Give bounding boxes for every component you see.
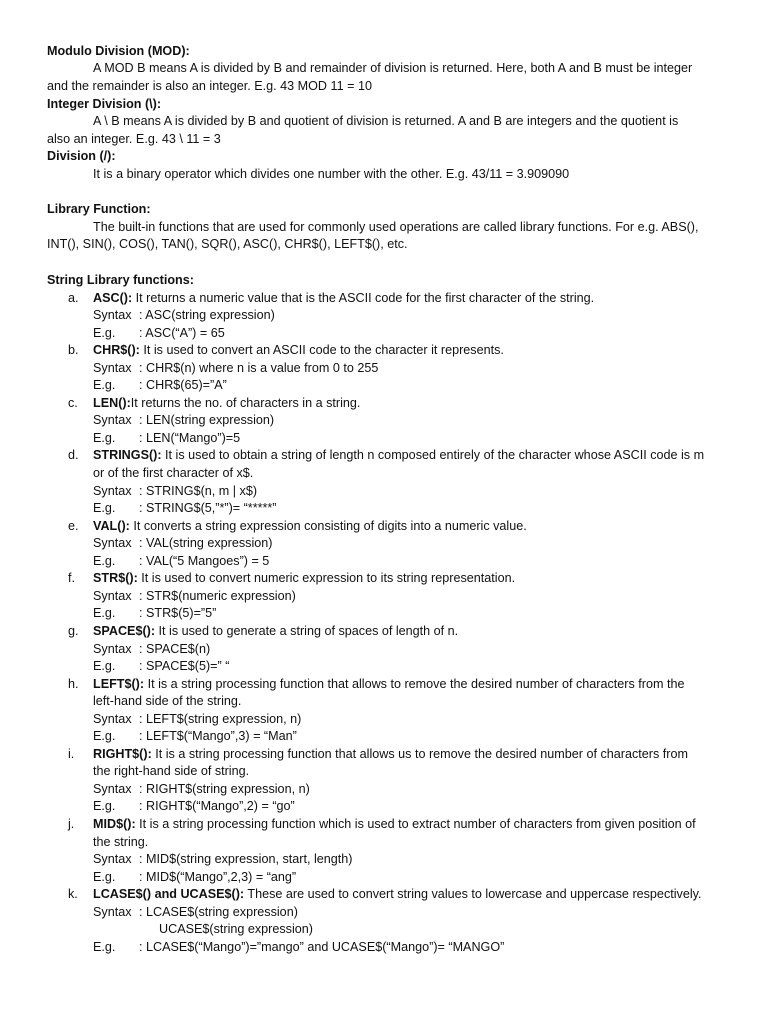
function-desc-text: It is a string processing function which is used to extract number of characters from given position of bbox=[135, 817, 696, 831]
example-line bbox=[93, 605, 216, 623]
example-value: : ASC(“A”) = 65 bbox=[139, 325, 225, 340]
syntax-line bbox=[93, 711, 301, 729]
function-description bbox=[93, 676, 684, 694]
syntax-value: : LEN(string expression) bbox=[139, 413, 275, 428]
example-line bbox=[93, 377, 227, 395]
list-marker: j. bbox=[68, 817, 75, 831]
example-line bbox=[93, 939, 504, 957]
syntax-label: Syntax bbox=[93, 852, 132, 867]
syntax-label: Syntax bbox=[93, 588, 132, 603]
example-line bbox=[93, 430, 240, 448]
syntax-value: : VAL(string expression) bbox=[139, 536, 273, 551]
example-label: E.g. bbox=[93, 606, 116, 621]
syntax-value: : STRING$(n, m | x$) bbox=[139, 483, 258, 498]
syntax-label: Syntax bbox=[93, 360, 132, 375]
function-name: STRINGS(): bbox=[93, 448, 162, 463]
syntax-label: Syntax bbox=[93, 413, 132, 428]
syntax-label: Syntax bbox=[93, 904, 132, 919]
syntax-label: Syntax bbox=[93, 781, 132, 796]
syntax-line bbox=[93, 781, 310, 799]
intdiv-heading: Integer Division (\): bbox=[47, 97, 162, 111]
example-line bbox=[93, 728, 297, 746]
example-value: : SPACE$(5)=” “ bbox=[139, 659, 230, 674]
mod-heading: Modulo Division (MOD): bbox=[47, 44, 190, 58]
syntax-label: Syntax bbox=[93, 641, 132, 656]
syntax-label: Syntax bbox=[93, 483, 132, 498]
function-description bbox=[93, 816, 696, 834]
example-value: : MID$(“Mango”,2,3) = “ang” bbox=[139, 869, 297, 884]
example-line bbox=[93, 325, 225, 343]
syntax-line bbox=[93, 535, 272, 553]
example-value: : LEN(“Mango”)=5 bbox=[139, 430, 241, 445]
syntax-label: Syntax bbox=[93, 711, 132, 726]
example-label: E.g. bbox=[93, 939, 116, 954]
example-line bbox=[93, 798, 295, 816]
example-value: : LCASE$(“Mango”)=”mango” and UCASE$(“Mango”)= “MANGO” bbox=[139, 939, 505, 954]
function-name: RIGHT$(): bbox=[93, 746, 152, 761]
syntax-line bbox=[93, 904, 298, 922]
syntax-line bbox=[93, 307, 275, 325]
example-label: E.g. bbox=[93, 729, 116, 744]
syntax-label: Syntax bbox=[93, 536, 132, 551]
example-label: E.g. bbox=[93, 553, 116, 568]
syntax-value: : SPACE$(n) bbox=[139, 641, 211, 656]
example-line bbox=[93, 553, 269, 571]
example-line bbox=[93, 500, 277, 518]
example-value: : STRING$(5,”*”)= “*****” bbox=[139, 501, 277, 516]
function-description bbox=[93, 518, 527, 536]
function-name: MID$(): bbox=[93, 817, 136, 831]
syntax-value: : ASC(string expression) bbox=[139, 308, 275, 323]
function-desc-text: It is used to convert an ASCII code to the character it represents. bbox=[139, 343, 504, 358]
function-name: CHR$(): bbox=[93, 343, 140, 358]
function-name: VAL(): bbox=[93, 518, 130, 533]
syntax-line bbox=[93, 641, 210, 659]
function-description bbox=[93, 746, 688, 764]
list-marker: g. bbox=[68, 623, 79, 638]
syntax-value: : CHR$(n) where n is a value from 0 to 255 bbox=[139, 360, 379, 375]
syntax-line-cont: UCASE$(string expression) bbox=[159, 922, 313, 937]
function-desc-text: It converts a string expression consisting of digits into a numeric value. bbox=[129, 518, 527, 533]
function-description-cont: the right-hand side of string. bbox=[93, 764, 250, 779]
example-value: : CHR$(65)=”A” bbox=[139, 378, 227, 393]
library-text-1: The built-in functions that are used for commonly used operations are called library functions. For e.g. ABS(), bbox=[93, 220, 699, 234]
division-heading: Division (/): bbox=[47, 149, 116, 163]
mod-text-2: and the remainder is also an integer. E.g. 43 MOD 11 = 10 bbox=[47, 79, 372, 93]
function-name: LEFT$(): bbox=[93, 676, 145, 691]
function-name: STR$(): bbox=[93, 571, 138, 586]
list-marker: i. bbox=[68, 746, 75, 761]
intdiv-text-2: also an integer. E.g. 43 \ 11 = 3 bbox=[47, 132, 221, 146]
example-line bbox=[93, 658, 229, 676]
function-name: ASC(): bbox=[93, 290, 133, 305]
function-description bbox=[93, 623, 458, 641]
function-description bbox=[93, 447, 704, 465]
string-functions-heading: String Library functions: bbox=[47, 273, 194, 287]
list-marker: f. bbox=[68, 571, 75, 586]
example-value: : RIGHT$(“Mango”,2) = “go” bbox=[139, 799, 295, 814]
function-description-cont: or of the first character of x$. bbox=[93, 466, 254, 480]
syntax-value: : LEFT$(string expression, n) bbox=[139, 711, 302, 726]
library-text-2: INT(), SIN(), COS(), TAN(), SQR(), ASC(), CHR$(), LEFT$(), etc. bbox=[47, 237, 408, 251]
library-heading: Library Function: bbox=[47, 202, 151, 216]
example-label: E.g. bbox=[93, 325, 116, 340]
function-description bbox=[93, 886, 702, 904]
syntax-line bbox=[93, 412, 274, 430]
example-value: : STR$(5)=”5” bbox=[139, 606, 217, 621]
syntax-line bbox=[93, 851, 352, 869]
mod-text-1: A MOD B means A is divided by B and remainder of division is returned. Here, both A and B must be integer bbox=[93, 61, 693, 75]
example-label: E.g. bbox=[93, 378, 116, 393]
function-description-cont: left-hand side of the string. bbox=[93, 694, 242, 709]
function-description bbox=[93, 290, 594, 308]
syntax-line bbox=[93, 588, 296, 606]
example-value: : LEFT$(“Mango”,3) = “Man” bbox=[139, 729, 297, 744]
function-desc-text: These are used to convert string values to lowercase and uppercase respectively. bbox=[244, 887, 702, 902]
function-name: LCASE$() and UCASE$(): bbox=[93, 887, 245, 902]
intdiv-text-1: A \ B means A is divided by B and quotient of division is returned. A and B are integers and the quotient is bbox=[93, 114, 679, 128]
list-marker: d. bbox=[68, 448, 79, 463]
list-marker: e. bbox=[68, 518, 79, 533]
example-label: E.g. bbox=[93, 869, 116, 884]
example-label: E.g. bbox=[93, 799, 116, 814]
function-description bbox=[93, 395, 360, 413]
division-text-1: It is a binary operator which divides one number with the other. E.g. 43/11 = 3.909090 bbox=[93, 167, 570, 181]
function-desc-text: It is a string processing function that allows us to remove the desired number of characters from bbox=[151, 746, 688, 761]
example-value: : VAL(“5 Mangoes”) = 5 bbox=[139, 553, 270, 568]
syntax-line bbox=[93, 483, 257, 501]
list-marker: c. bbox=[68, 395, 78, 410]
example-label: E.g. bbox=[93, 659, 116, 674]
syntax-value: : MID$(string expression, start, length) bbox=[139, 852, 353, 867]
function-name: LEN(): bbox=[93, 395, 131, 410]
function-desc-text: It is used to convert numeric expression to its string representation. bbox=[137, 571, 516, 586]
example-line bbox=[93, 869, 296, 887]
function-desc-text: It is used to generate a string of spaces of length of n. bbox=[155, 623, 459, 638]
function-desc-text: It returns the no. of characters in a string. bbox=[130, 395, 361, 410]
list-marker: a. bbox=[68, 290, 79, 305]
syntax-value: : LCASE$(string expression) bbox=[139, 904, 298, 919]
syntax-value: : RIGHT$(string expression, n) bbox=[139, 781, 310, 796]
syntax-label: Syntax bbox=[93, 308, 132, 323]
list-marker: k. bbox=[68, 887, 78, 902]
function-desc-text: It is used to obtain a string of length n composed entirely of the character whose ASCII code is m bbox=[161, 448, 705, 463]
function-desc-text: It returns a numeric value that is the ASCII code for the first character of the string. bbox=[132, 290, 595, 305]
function-description-cont: the string. bbox=[93, 834, 149, 849]
syntax-value: : STR$(numeric expression) bbox=[139, 588, 296, 603]
example-label: E.g. bbox=[93, 501, 116, 516]
list-marker: h. bbox=[68, 676, 79, 691]
function-name: SPACE$(): bbox=[93, 623, 156, 638]
example-label: E.g. bbox=[93, 430, 116, 445]
function-description bbox=[93, 570, 515, 588]
list-marker: b. bbox=[68, 343, 79, 358]
function-description bbox=[93, 342, 504, 360]
function-desc-text: It is a string processing function that allows to remove the desired number of characters from the bbox=[144, 676, 685, 691]
syntax-line bbox=[93, 360, 378, 378]
